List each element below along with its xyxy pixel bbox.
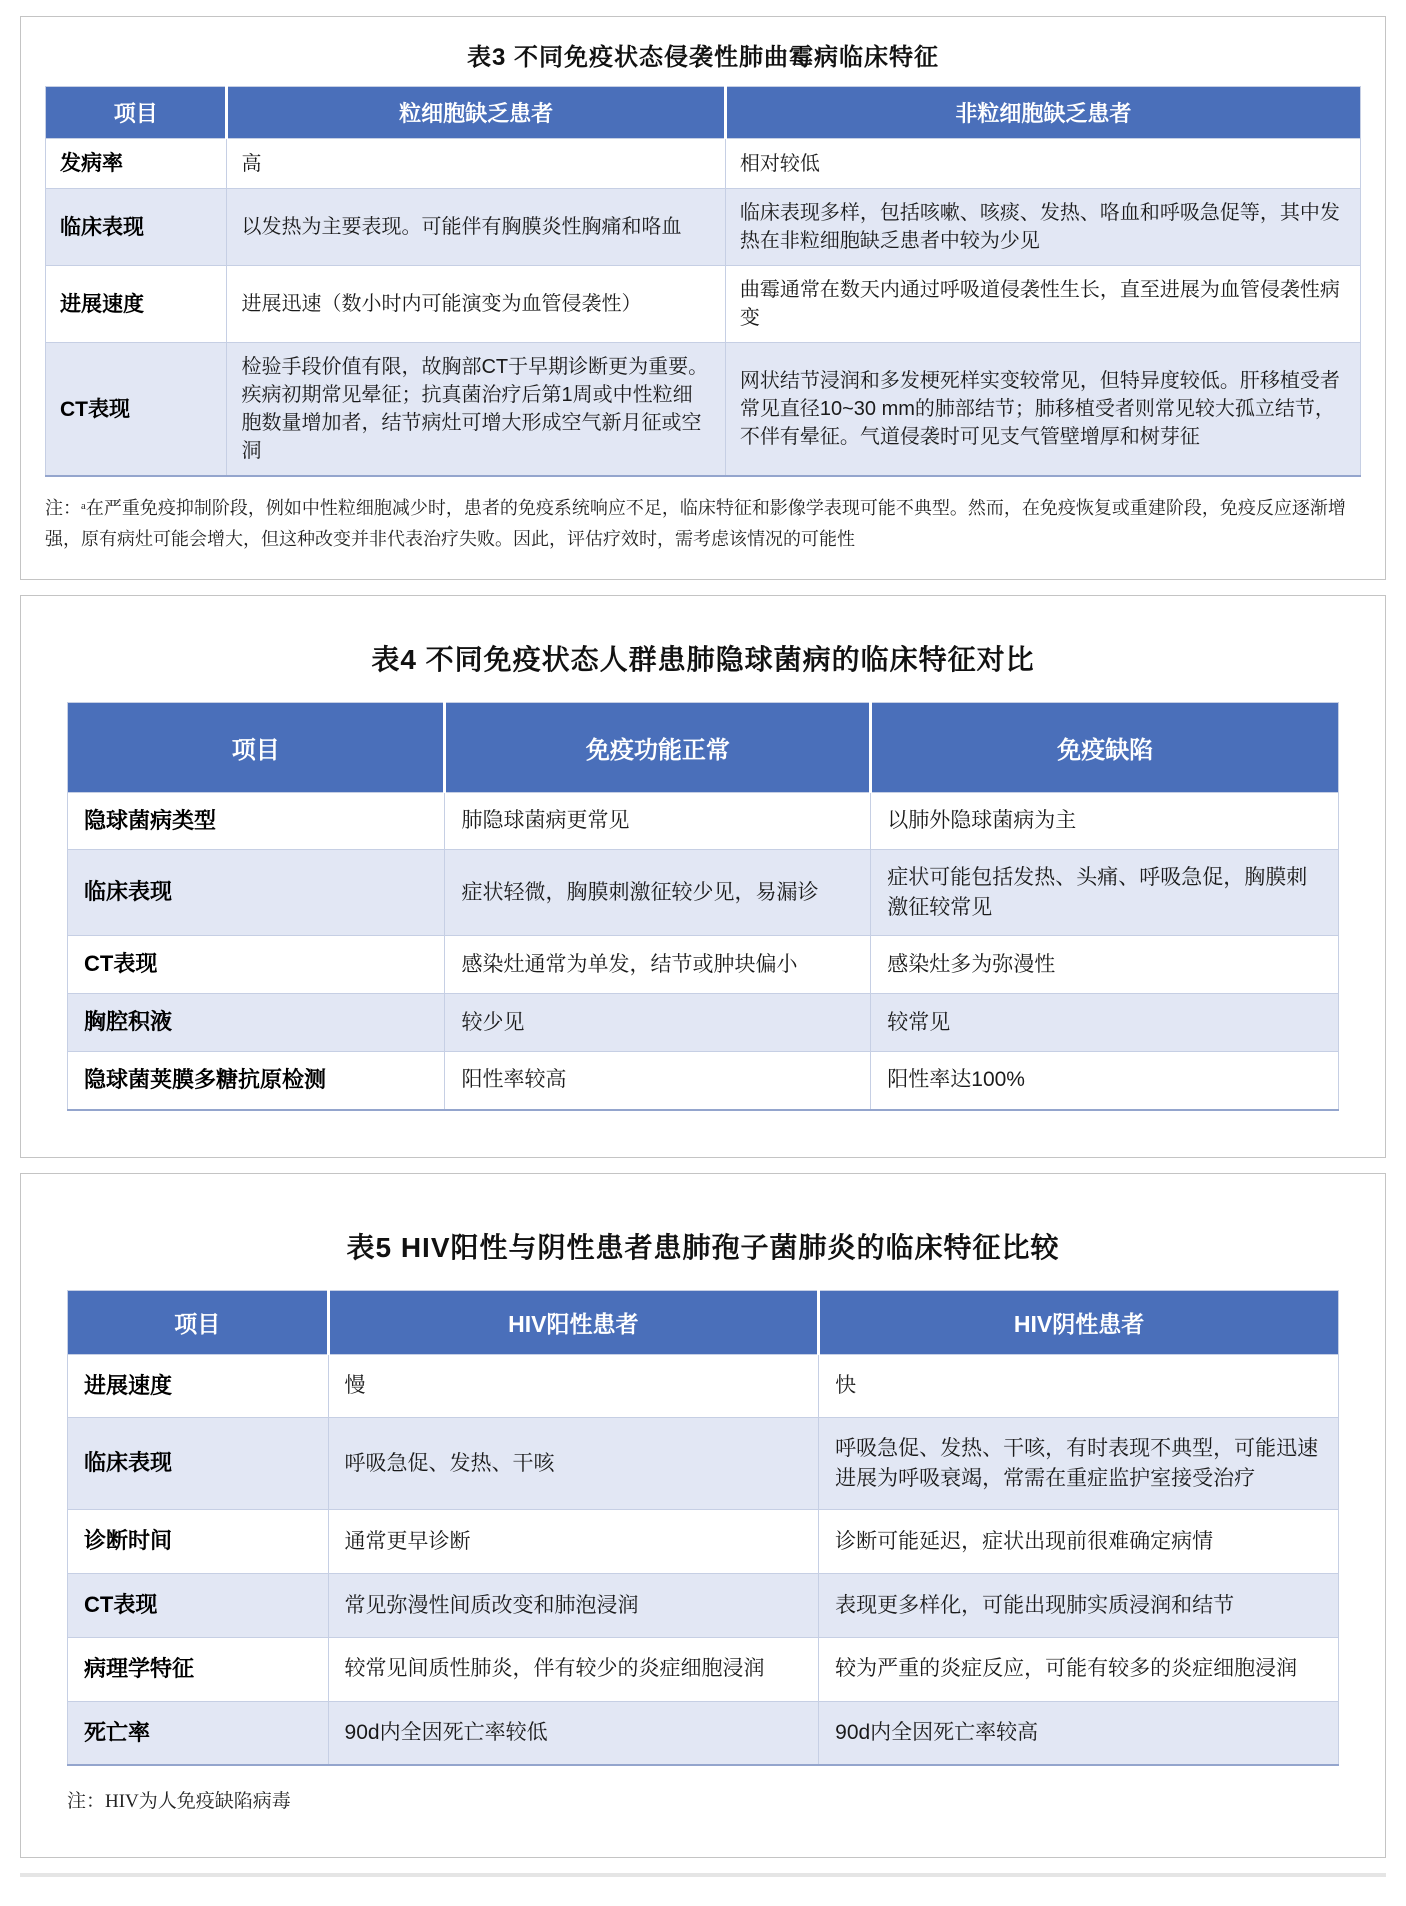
table4-panel — [20, 595, 1386, 1158]
table-cell: 检验手段价值有限，故胸部CT于早期诊断更为重要。疾病初期常见晕征；抗真菌治疗后第1周或中性粒细胞数量增加者，结节病灶可增大形成空气新月征或空洞 — [227, 343, 725, 477]
table-row — [68, 936, 1339, 994]
table3-wrapper — [45, 86, 1361, 477]
table-row — [68, 1354, 1339, 1418]
table-cell: 常见弥漫性间质改变和肺泡浸润 — [328, 1573, 819, 1637]
table-cell: 相对较低 — [725, 139, 1360, 189]
row-label: 病理学特征 — [68, 1637, 329, 1701]
row-label: CT表现 — [46, 343, 227, 477]
table-cell: 肺隐球菌病更常见 — [445, 792, 871, 850]
table5-title: 表5 HIV阳性与阴性患者患肺孢子菌肺炎的临床特征比较 — [346, 1231, 1060, 1263]
column-header: 非粒细胞缺乏患者 — [725, 87, 1360, 139]
table-cell: 慢 — [328, 1354, 819, 1418]
column-header: HIV阳性患者 — [328, 1290, 819, 1354]
table-row — [68, 792, 1339, 850]
table-cell: 进展迅速（数小时内可能演变为血管侵袭性） — [227, 266, 725, 343]
row-label: 进展速度 — [46, 266, 227, 343]
table3 — [45, 86, 1361, 477]
row-label: 进展速度 — [68, 1354, 329, 1418]
table-row — [46, 139, 1361, 189]
table-row — [46, 266, 1361, 343]
column-header: HIV阴性患者 — [819, 1290, 1339, 1354]
row-label: 隐球菌病类型 — [68, 792, 445, 850]
table-cell: 症状轻微，胸膜刺激征较少见，易漏诊 — [445, 850, 871, 936]
column-header: 项目 — [68, 1290, 329, 1354]
column-header: 免疫功能正常 — [445, 702, 871, 792]
table-row — [46, 343, 1361, 477]
table-cell: 临床表现多样，包括咳嗽、咳痰、发热、咯血和呼吸急促等，其中发热在非粒细胞缺乏患者中较为少见 — [725, 189, 1360, 266]
row-label: 死亡率 — [68, 1701, 329, 1765]
table-cell: 呼吸急促、发热、干咳，有时表现不典型，可能迅速进展为呼吸衰竭，常需在重症监护室接受治疗 — [819, 1418, 1339, 1510]
table-row — [68, 1701, 1339, 1765]
table-cell: 通常更早诊断 — [328, 1510, 819, 1574]
table-cell: 较为严重的炎症反应，可能有较多的炎症细胞浸润 — [819, 1637, 1339, 1701]
table-cell: 阳性率较高 — [445, 1051, 871, 1109]
table-cell: 以肺外隐球菌病为主 — [871, 792, 1339, 850]
row-label: CT表现 — [68, 936, 445, 994]
column-header: 项目 — [68, 702, 445, 792]
table-cell: 较少见 — [445, 993, 871, 1051]
table-row — [68, 1573, 1339, 1637]
column-header: 免疫缺陷 — [871, 702, 1339, 792]
table3-panel — [20, 16, 1386, 580]
column-header: 项目 — [46, 87, 227, 139]
table-cell: 快 — [819, 1354, 1339, 1418]
table3-title: 表3 不同免疫状态侵袭性肺曲霉病临床特征 — [466, 44, 939, 71]
table-row — [68, 1510, 1339, 1574]
table4-title: 表4 不同免疫状态人群患肺隐球菌病的临床特征对比 — [371, 643, 1035, 675]
table4 — [67, 702, 1339, 1111]
table-cell: 症状可能包括发热、头痛、呼吸急促，胸膜刺激征较常见 — [871, 850, 1339, 936]
table-cell: 较常见 — [871, 993, 1339, 1051]
row-label: 临床表现 — [68, 850, 445, 936]
table-row — [68, 1418, 1339, 1510]
table-cell: 诊断可能延迟，症状出现前很难确定病情 — [819, 1510, 1339, 1574]
header-row — [68, 1290, 1339, 1354]
table-cell: 阳性率达100% — [871, 1051, 1339, 1109]
row-label: 诊断时间 — [68, 1510, 329, 1574]
table-cell: 高 — [227, 139, 725, 189]
table-row — [68, 1051, 1339, 1109]
row-label: CT表现 — [68, 1573, 329, 1637]
table4-wrapper — [67, 702, 1339, 1111]
table-cell: 感染灶通常为单发，结节或肿块偏小 — [445, 936, 871, 994]
table-cell: 网状结节浸润和多发梗死样实变较常见，但特异度较低。肝移植受者常见直径10~30 mm的肺部结节；肺移植受者则常见较大孤立结节，不伴有晕征。气道侵袭时可见支气管壁增厚和树芽征 — [725, 343, 1360, 477]
table-row — [68, 1637, 1339, 1701]
table-cell: 90d内全因死亡率较高 — [819, 1701, 1339, 1765]
table5-footnote: 注：HIV为人免疫缺陷病毒 — [67, 1791, 291, 1813]
row-label: 临床表现 — [68, 1418, 329, 1510]
table5 — [67, 1290, 1339, 1767]
table-cell: 以发热为主要表现。可能伴有胸膜炎性胸痛和咯血 — [227, 189, 725, 266]
row-label: 隐球菌荚膜多糖抗原检测 — [68, 1051, 445, 1109]
page-bottom-divider — [20, 1873, 1386, 1877]
header-row — [68, 702, 1339, 792]
header-row — [46, 87, 1361, 139]
table-cell: 呼吸急促、发热、干咳 — [328, 1418, 819, 1510]
table-cell: 表现更多样化，可能出现肺实质浸润和结节 — [819, 1573, 1339, 1637]
table3-footnote: 注：ᵃ在严重免疫抑制阶段，例如中性粒细胞减少时，患者的免疫系统响应不足，临床特征和影像学表现可能不典型。然而，在免疫恢复或重建阶段，免疫反应逐渐增强，原有病灶可能会增大，但这种改变并非代表治疗失败。因此，评估疗效时，需考虑该情况的可能性 — [45, 498, 1346, 549]
column-header: 粒细胞缺乏患者 — [227, 87, 725, 139]
row-label: 临床表现 — [46, 189, 227, 266]
table5-wrapper — [67, 1290, 1339, 1767]
table-cell: 感染灶多为弥漫性 — [871, 936, 1339, 994]
row-label: 发病率 — [46, 139, 227, 189]
table-cell: 曲霉通常在数天内通过呼吸道侵袭性生长，直至进展为血管侵袭性病变 — [725, 266, 1360, 343]
table-cell: 90d内全因死亡率较低 — [328, 1701, 819, 1765]
row-label: 胸腔积液 — [68, 993, 445, 1051]
table-row — [68, 993, 1339, 1051]
table-cell: 较常见间质性肺炎，伴有较少的炎症细胞浸润 — [328, 1637, 819, 1701]
table5-panel — [20, 1173, 1386, 1858]
table-row — [46, 189, 1361, 266]
table-row — [68, 850, 1339, 936]
